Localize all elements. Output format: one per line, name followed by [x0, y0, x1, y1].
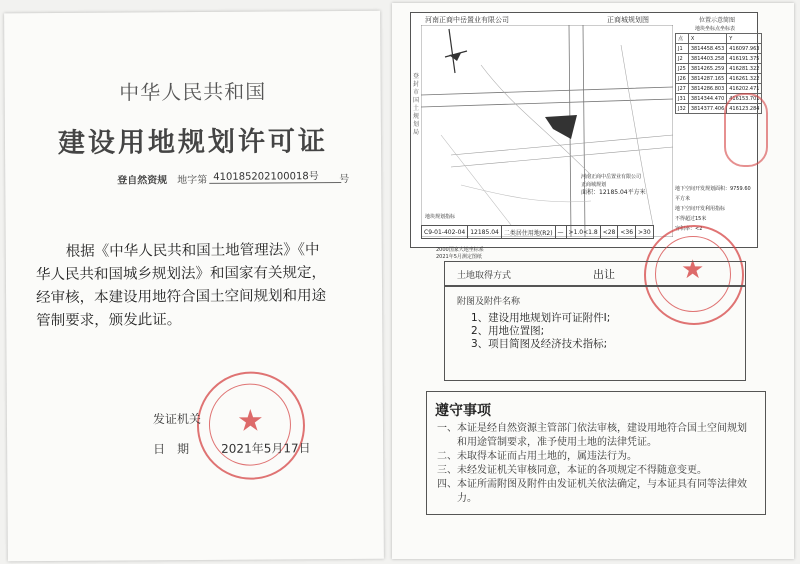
map-vertical-label: 登封市国土规划局 — [412, 73, 419, 136]
coord-y: 416202.471 — [727, 84, 762, 94]
official-seal — [197, 371, 306, 480]
star-icon: ★ — [681, 255, 705, 285]
coord-x: 3814265.259 — [688, 64, 726, 74]
body-line: 华人民共和国城乡规划法》和国家有关规定， — [35, 265, 326, 284]
map-note: 2000国家大地坐标系 — [436, 247, 484, 253]
coordinate-table-title: 地块坐标点坐标表 — [694, 26, 735, 32]
rules-title: 遵守事项 — [435, 403, 491, 419]
cert-number: 410185202100018号 — [209, 167, 341, 184]
rule-line: 一、本证是经自然资源主管部门依法审核，建设用地符合国土空间规划 — [437, 423, 747, 434]
map-notes — [436, 247, 484, 261]
body-line: 管制要求，颁发此证。 — [36, 312, 182, 330]
rules-box — [426, 391, 766, 515]
coord-point: J27 — [676, 84, 689, 94]
rule-line: 和用途管制要求，准予使用土地的法律凭证。 — [437, 437, 657, 448]
coord-point: J26 — [676, 74, 689, 84]
country-heading: 中华人民共和国 — [119, 79, 267, 105]
coord-x: 3814377.406 — [688, 104, 726, 114]
coord-point: J1 — [676, 44, 689, 54]
land-method-value: 出让 — [593, 268, 615, 281]
star-icon: ★ — [236, 403, 264, 439]
coord-x: 3814403.258 — [688, 54, 726, 64]
attachments-box — [444, 285, 746, 381]
coord-header: X — [688, 34, 726, 44]
parcel-label-box — [581, 173, 646, 197]
coord-point: J32 — [676, 104, 689, 114]
rule-line: 力。 — [437, 493, 477, 504]
coord-point: J2 — [676, 54, 689, 64]
table-row — [676, 74, 762, 84]
tech-cell: 12185.04 — [468, 226, 502, 239]
rule-line: 四、本证所需附图及附件由发证机关依法确定，与本证具有同等法律效 — [437, 479, 747, 490]
table-row — [676, 44, 762, 54]
side-note: 不得超过15米 — [675, 216, 707, 222]
table-row — [676, 84, 762, 94]
coord-point: J25 — [676, 64, 689, 74]
map-title: 正商城规划图 — [607, 16, 649, 24]
parcel-label: 河南正商中岳置业有限公司 — [581, 174, 642, 180]
coord-x: 3814286.803 — [688, 84, 726, 94]
coord-y: 416191.375 — [727, 54, 762, 64]
tech-cell: <28 — [600, 226, 618, 239]
coord-header: 点 — [676, 34, 689, 44]
tech-cell: >30 — [636, 226, 654, 239]
tech-cell: <36 — [618, 226, 636, 239]
tech-cell: 二类居住用地(R2) — [501, 226, 555, 239]
rule-line: 二、未取得本证而占用土地的，属违法行为。 — [437, 451, 637, 462]
cert-label: 登自然资规 — [117, 175, 168, 187]
coord-point: J31 — [676, 94, 689, 104]
attachments-title: 附图及附件名称 — [457, 297, 521, 307]
tech-cell: >1.0<1.8 — [566, 226, 600, 239]
date-label: 日 期 — [153, 442, 190, 457]
certificate-front-page — [4, 11, 384, 562]
coord-x: 3814344.470 — [688, 94, 726, 104]
map-location-label: 位置示意简图 — [699, 17, 736, 24]
parcel-sub: 正商城规划 — [581, 182, 607, 188]
body-line: 经审核，本建设用地符合国土空间规划和用途 — [36, 288, 327, 307]
coord-y: 416261.322 — [727, 74, 762, 84]
rules-list — [437, 422, 767, 506]
coord-header: Y — [727, 34, 762, 44]
coord-y: 416153.701 — [727, 94, 762, 104]
map-drawing — [421, 25, 673, 237]
seam-seal — [724, 93, 768, 167]
certificate-title: 建设用地规划许可证 — [57, 126, 329, 159]
table-row — [676, 54, 762, 64]
coord-y: 416281.322 — [727, 64, 762, 74]
issuer-label: 发证机关 — [152, 411, 201, 427]
side-note: 地下空间开发规划面积：9759.60平方米 — [675, 186, 751, 202]
land-method-label: 土地取得方式 — [457, 271, 512, 281]
table-row — [676, 64, 762, 74]
list-item: 1、建设用地规划许可证附件Ⅰ; — [471, 312, 611, 324]
table-row — [422, 226, 654, 239]
certificate-body — [36, 239, 367, 333]
coord-y: 416097.963 — [727, 44, 762, 54]
list-item: 2、用地位置图; — [471, 325, 545, 337]
coord-y: 416123.284 — [727, 104, 762, 114]
cert-suffix: 号 — [339, 173, 350, 185]
rule-line: 三、未经发证机关审核同意，本证的各项规定不得随意变更。 — [437, 465, 707, 476]
cert-prefix: 地字第 — [177, 174, 208, 187]
map-company: 河南正商中岳置业有限公司 — [425, 16, 509, 24]
map-note: 2021年5月测定图纸 — [436, 254, 482, 260]
tech-indicator-table — [421, 225, 654, 239]
certificate-back-page — [392, 3, 794, 559]
attachments-list — [471, 312, 610, 351]
land-method-box — [444, 261, 746, 287]
tech-cell: — — [555, 226, 566, 239]
side-note: 地下空间开发利用指标 — [675, 206, 726, 212]
date-value: 2021年5月17日 — [221, 441, 311, 456]
parcel-area: 面积：12185.04平方米 — [581, 189, 646, 196]
side-note: 容积率：<2 — [675, 226, 703, 232]
tech-cell: C9-01-402-04 — [422, 226, 468, 239]
body-line: 根据《中华人民共和国土地管理法》《中 — [65, 242, 320, 260]
tech-table-title: 地块规划指标 — [425, 214, 456, 220]
site-map — [410, 12, 758, 248]
list-item: 3、项目简图及经济技术指标; — [471, 338, 608, 350]
coord-x: 3814458.453 — [688, 44, 726, 54]
coord-x: 3814287.165 — [688, 74, 726, 84]
